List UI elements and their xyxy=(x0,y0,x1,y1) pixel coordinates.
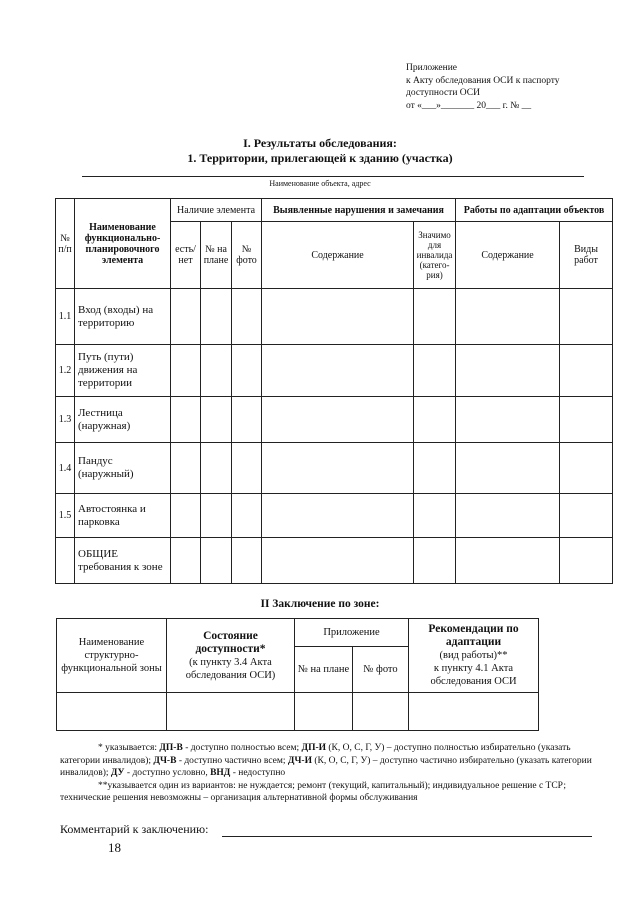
header-plan-no: № на плане xyxy=(295,647,353,693)
cell-photo-no[interactable] xyxy=(232,538,262,584)
header-present: есть/ нет xyxy=(171,222,201,289)
row-num: 1.5 xyxy=(56,494,75,538)
row-name: Путь (пути) движения на территории xyxy=(75,345,171,397)
cell-photo-no[interactable] xyxy=(232,397,262,443)
note-text: - доступно полностью всем; xyxy=(182,743,302,753)
cell-plan-no[interactable] xyxy=(201,494,232,538)
code-dp-v: ДП-В xyxy=(159,743,183,753)
cell-present[interactable] xyxy=(171,397,201,443)
cell-recommendations[interactable] xyxy=(409,693,539,731)
footnote-work-types: **указывается один из вариантов: не нуждается; ремонт (текущий, капитальный); индивидуальное решение с ТСР; технические решения невозможны – организация альтернативной формы обслуживания xyxy=(60,780,566,803)
cell-works-content[interactable] xyxy=(456,538,560,584)
recommendations-note-2: к пункту 4.1 Акта обследования ОСИ xyxy=(430,663,517,687)
code-du: ДУ xyxy=(110,768,125,778)
cell-plan-no[interactable] xyxy=(201,289,232,345)
cell-works-content[interactable] xyxy=(456,494,560,538)
code-vnd: ВНД xyxy=(210,768,231,778)
row-num: 1.1 xyxy=(56,289,75,345)
comment-label: Комментарий к заключению: xyxy=(60,822,209,836)
cell-significant[interactable] xyxy=(414,443,456,494)
cell-plan-no[interactable] xyxy=(201,345,232,397)
header-appendix: Приложение xyxy=(295,619,409,647)
cell-violation-content[interactable] xyxy=(262,538,414,584)
conclusion-table xyxy=(56,618,539,731)
row-name: Пандус (наружный) xyxy=(75,443,171,494)
header-photo-no: № фото xyxy=(353,647,409,693)
header-works-content: Содержание xyxy=(456,222,560,289)
cell-significant[interactable] xyxy=(414,345,456,397)
cell-photo-no[interactable] xyxy=(353,693,409,731)
cell-violation-content[interactable] xyxy=(262,397,414,443)
cell-present[interactable] xyxy=(171,494,201,538)
header-work-types: Виды работ xyxy=(560,222,613,289)
note-text: * указывается: xyxy=(98,743,160,753)
header-violation-content: Содержание xyxy=(262,222,414,289)
cell-present[interactable] xyxy=(171,345,201,397)
row-name: Лестница (наружная) xyxy=(75,397,171,443)
note-text: - недоступно xyxy=(230,768,286,778)
cell-works-content[interactable] xyxy=(456,443,560,494)
cell-work-types[interactable] xyxy=(560,289,613,345)
appendix-line-2: к Акту обследования ОСИ к паспорту xyxy=(406,75,560,86)
cell-significant[interactable] xyxy=(414,538,456,584)
table-row xyxy=(56,345,613,397)
comment-input-line[interactable] xyxy=(222,836,592,837)
note-text: - доступно условно, xyxy=(124,768,211,778)
row-name: Автостоянка и парковка xyxy=(75,494,171,538)
appendix-line-3: доступности ОСИ xyxy=(406,88,480,98)
header-works: Работы по адаптации объектов xyxy=(456,199,613,222)
cell-present[interactable] xyxy=(171,443,201,494)
note-text: (К, О, С, Г, У) – доступно полностью избирательно (указать категории инвалидов); xyxy=(60,743,571,766)
cell-work-types[interactable] xyxy=(560,443,613,494)
cell-plan-no[interactable] xyxy=(201,397,232,443)
header-plan-no: № на плане xyxy=(201,222,232,289)
cell-work-types[interactable] xyxy=(560,397,613,443)
recommendations-title: Рекомендации по адаптации xyxy=(428,623,519,648)
header-accessibility-state xyxy=(167,619,295,693)
cell-works-content[interactable] xyxy=(456,397,560,443)
section-title: I. Результаты обследования: xyxy=(243,136,397,150)
header-recommendations xyxy=(409,619,539,693)
table-row xyxy=(56,494,613,538)
cell-violation-content[interactable] xyxy=(262,289,414,345)
conclusion-title: II Заключение по зоне: xyxy=(260,598,380,610)
appendix-note xyxy=(406,62,560,112)
cell-violation-content[interactable] xyxy=(262,345,414,397)
cell-works-content[interactable] xyxy=(456,289,560,345)
object-caption: Наименование объекта, адрес xyxy=(269,179,371,188)
cell-photo-no[interactable] xyxy=(232,345,262,397)
cell-photo-no[interactable] xyxy=(232,443,262,494)
footnotes xyxy=(60,742,612,805)
cell-photo-no[interactable] xyxy=(232,494,262,538)
header-element-name: Наименование функционально-планировочного элемента xyxy=(75,199,171,289)
row-name: Вход (входы) на территорию xyxy=(75,289,171,345)
table-row xyxy=(56,538,613,584)
page-number: 18 xyxy=(108,840,121,855)
cell-work-types[interactable] xyxy=(560,538,613,584)
survey-table xyxy=(55,198,613,584)
cell-work-types[interactable] xyxy=(560,345,613,397)
header-num: № п/п xyxy=(56,199,75,289)
row-num: 1.2 xyxy=(56,345,75,397)
header-zone-name: Наименование структурно-функциональной зоны xyxy=(57,619,167,693)
cell-zone-name[interactable] xyxy=(57,693,167,731)
row-num: 1.4 xyxy=(56,443,75,494)
subsection-title: 1. Территории, прилегающей к зданию (участка) xyxy=(187,151,453,165)
table-row xyxy=(57,693,539,731)
cell-plan-no[interactable] xyxy=(201,443,232,494)
cell-present[interactable] xyxy=(171,289,201,345)
cell-present[interactable] xyxy=(171,538,201,584)
cell-photo-no[interactable] xyxy=(232,289,262,345)
cell-significant[interactable] xyxy=(414,397,456,443)
state-note: (к пункту 3.4 Акта обследования ОСИ) xyxy=(185,656,276,681)
cell-plan-no[interactable] xyxy=(295,693,353,731)
cell-violation-content[interactable] xyxy=(262,494,414,538)
note-text: - доступно частично всем; xyxy=(176,755,288,766)
row-name: ОБЩИЕ требования к зоне xyxy=(75,538,171,584)
object-name-line xyxy=(82,176,584,177)
code-dch-i: ДЧ-И xyxy=(287,755,312,766)
header-presence: Наличие элемента xyxy=(171,199,262,222)
cell-significant[interactable] xyxy=(414,494,456,538)
note-text: (К, О, С, Г, У) – доступно частично избирательно (указать категории инвалидов); xyxy=(60,755,592,778)
cell-works-content[interactable] xyxy=(456,345,560,397)
table-row xyxy=(56,397,613,443)
code-dp-i: ДП-И xyxy=(301,743,327,753)
recommendations-note-1: (вид работы)** xyxy=(439,650,508,661)
cell-accessibility-state[interactable] xyxy=(167,693,295,731)
row-num: 1.3 xyxy=(56,397,75,443)
footnote-accessibility xyxy=(60,742,612,780)
header-significant: Значимо для инвалида (катего-рия) xyxy=(414,222,456,289)
header-photo-no: № фото xyxy=(232,222,262,289)
state-title: Состояние доступности* xyxy=(195,629,266,655)
cell-plan-no[interactable] xyxy=(201,538,232,584)
header-violations: Выявленные нарушения и замечания xyxy=(262,199,456,222)
table-row xyxy=(56,443,613,494)
cell-violation-content[interactable] xyxy=(262,443,414,494)
appendix-line-4: от «___»_______ 20___ г. № __ xyxy=(406,100,532,111)
appendix-line-1: Приложение xyxy=(406,63,457,73)
cell-work-types[interactable] xyxy=(560,494,613,538)
table-row xyxy=(56,289,613,345)
row-num xyxy=(56,538,75,584)
cell-significant[interactable] xyxy=(414,289,456,345)
code-dch-v: ДЧ-В xyxy=(153,755,177,766)
